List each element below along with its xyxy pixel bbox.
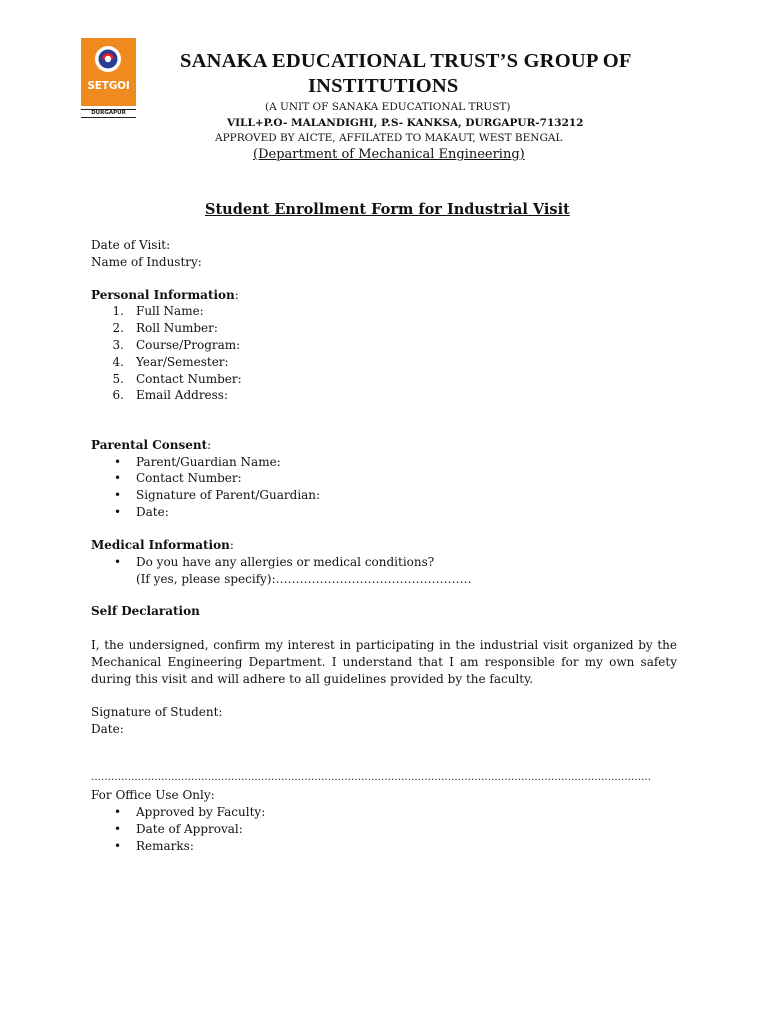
- roll-number-label: Roll Number:: [136, 321, 218, 335]
- email-address-label: Email Address:: [136, 388, 229, 402]
- self-declaration-heading: Self Declaration: [91, 604, 200, 618]
- institution-address: VILL+P.O- MALANDIGHI, P.S- KANKSA, DURGAPUR-713212: [227, 117, 584, 129]
- bullet: •: [114, 555, 122, 569]
- logo-badge: [81, 38, 136, 106]
- list-number: 1.: [112, 304, 124, 318]
- medical-info-heading: Medical Information:: [91, 538, 234, 552]
- declaration-paragraph: I, the undersigned, confirm my interest in participating in the industrial visit organized by the Mechanical Engineering Department. I understand that I am responsible for my own safety during this visit and will adhere to all guidelines provided by the faculty.: [91, 638, 677, 686]
- approval-line: APPROVED BY AICTE, AFFILATED TO MAKAUT, WEST BENGAL: [215, 132, 563, 144]
- parent-date-label: Date:: [136, 505, 169, 519]
- bullet: •: [114, 822, 122, 836]
- list-number: 5.: [112, 372, 124, 386]
- bullet: •: [114, 471, 122, 485]
- allergies-question: Do you have any allergies or medical conditions?: [136, 555, 435, 569]
- parent-signature-label: Signature of Parent/Guardian:: [136, 488, 321, 502]
- parent-contact-label: Contact Number:: [136, 471, 242, 485]
- course-program-label: Course/Program:: [136, 338, 241, 352]
- industry-name-label: Name of Industry:: [91, 255, 202, 269]
- visit-date-label: Date of Visit:: [91, 238, 171, 252]
- parental-consent-heading: Parental Consent:: [91, 438, 212, 452]
- logo-city: DURGAPUR: [81, 109, 136, 118]
- list-number: 2.: [112, 321, 124, 335]
- student-signature-label: Signature of Student:: [91, 705, 223, 719]
- list-number: 3.: [112, 338, 124, 352]
- allergies-specify-line: (If yes, please specify):………………………………………….: [136, 572, 472, 586]
- approved-by-label: Approved by Faculty:: [136, 805, 266, 819]
- parent-name-label: Parent/Guardian Name:: [136, 455, 281, 469]
- office-use-heading: For Office Use Only:: [91, 788, 215, 802]
- list-number: 4.: [112, 355, 124, 369]
- medical-info-heading-text: Medical Information: [91, 538, 230, 552]
- institution-logo: [81, 38, 136, 118]
- bullet: •: [114, 488, 122, 502]
- institution-title-line2: INSTITUTIONS: [308, 75, 459, 97]
- form-title: Student Enrollment Form for Industrial Visit: [205, 201, 570, 218]
- parental-consent-heading-text: Parental Consent: [91, 438, 208, 452]
- bullet: •: [114, 455, 122, 469]
- bullet: •: [114, 505, 122, 519]
- personal-info-heading: Personal Information:: [91, 288, 239, 302]
- approval-date-label: Date of Approval:: [136, 822, 243, 836]
- institution-title-line1: SANAKA EDUCATIONAL TRUST’S GROUP OF: [180, 50, 632, 72]
- declaration-date-label: Date:: [91, 722, 124, 736]
- full-name-label: Full Name:: [136, 304, 204, 318]
- personal-info-heading-text: Personal Information: [91, 288, 235, 302]
- bullet: •: [114, 839, 122, 853]
- logo-emblem-icon: [93, 44, 123, 74]
- list-number: 6.: [112, 388, 124, 402]
- remarks-label: Remarks:: [136, 839, 194, 853]
- bullet: •: [114, 805, 122, 819]
- contact-number-label: Contact Number:: [136, 372, 242, 386]
- logo-text: SETGOI: [87, 80, 130, 92]
- department-name: (Department of Mechanical Engineering): [253, 147, 525, 162]
- year-semester-label: Year/Semester:: [136, 355, 229, 369]
- unit-subtitle: (A UNIT OF SANAKA EDUCATIONAL TRUST): [265, 101, 511, 113]
- dotted-divider: ……………………………………………………………………………………………………………………………………………………: [91, 772, 651, 783]
